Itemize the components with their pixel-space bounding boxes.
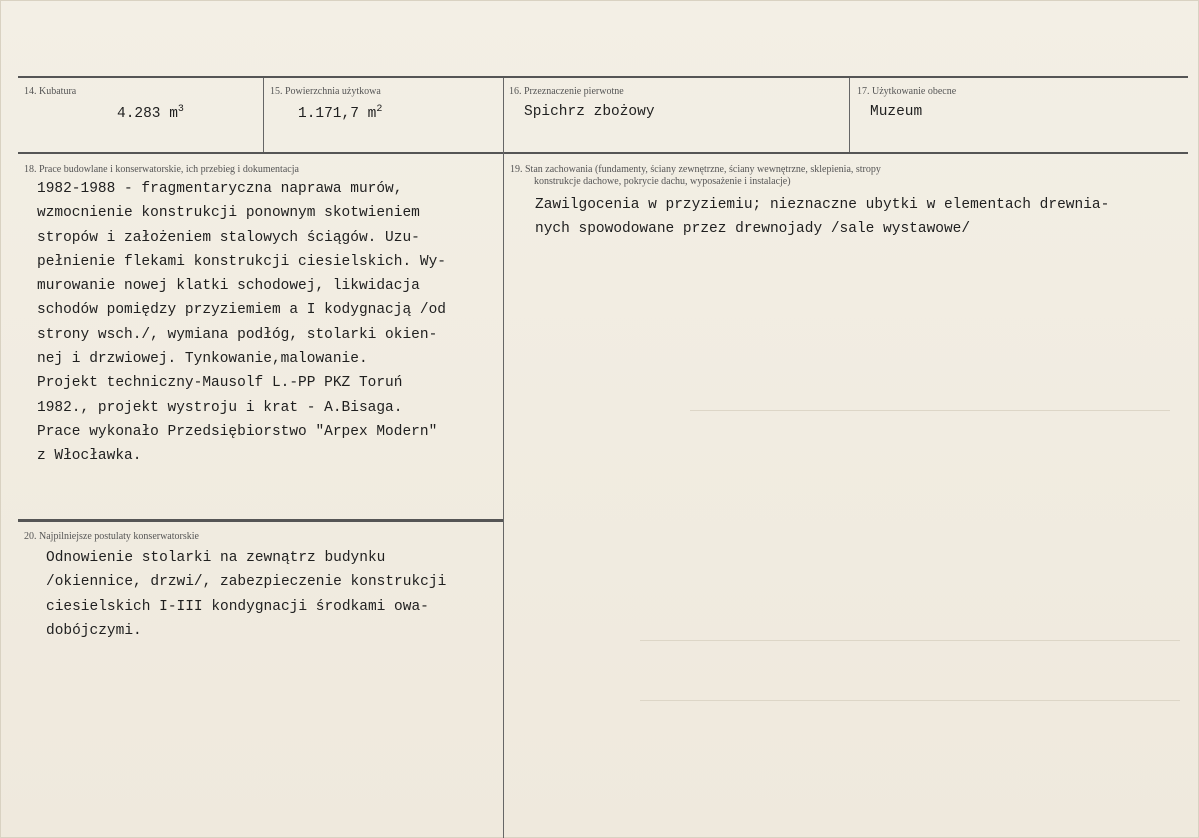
show-through-line <box>690 410 1170 411</box>
text-line: Prace wykonało Przedsiębiorstwo "Arpex Modern" <box>37 423 438 440</box>
text-line: Zawilgocenia w przyziemiu; nieznaczne ubytki w elementach drewnia- <box>535 197 1110 213</box>
section-divider <box>18 519 503 522</box>
field-16-value: Spichrz zbożowy <box>524 104 655 120</box>
field-14-label: 14. Kubatura <box>24 86 77 97</box>
field-16-label: 16. Przeznaczenie pierwotne <box>509 86 624 97</box>
show-through-line <box>640 700 1180 701</box>
show-through-line <box>640 640 1180 641</box>
text-line: nych spowodowane przez drewnojady /sale wystawowe/ <box>535 221 971 238</box>
field-18-text <box>37 177 446 469</box>
field-15-value <box>298 104 382 122</box>
col-divider <box>849 78 850 152</box>
field-17-value: Muzeum <box>870 104 923 120</box>
field-19-label: 19. Stan zachowania (fundamenty, ściany zewnętrzne, ściany wewnętrzne, sklepienia, stropy <box>510 164 881 175</box>
col-divider <box>503 78 504 838</box>
volume-value: 4.283 m <box>117 105 178 122</box>
row-divider <box>18 152 1188 154</box>
text-line: wzmocnienie konstrukcji ponownym skotwieniem <box>37 205 420 222</box>
text-line: ciesielskich I-III kondygnacji środkami owa- <box>46 598 429 615</box>
top-rule <box>18 76 1188 78</box>
field-15-label: 15. Powierzchnia użytkowa <box>270 86 381 97</box>
field-14-value <box>117 104 184 122</box>
field-18-label: 18. Prace budowlane i konserwatorskie, ich przebieg i dokumentacja <box>24 164 299 175</box>
col-divider <box>263 78 264 152</box>
text-line: schodów pomiędzy przyziemiem a I kodygnacją /od <box>37 302 446 319</box>
text-line: Projekt techniczny-Mausolf L.-PP PKZ Toruń <box>37 375 403 392</box>
text-line: dobójczymi. <box>46 622 142 639</box>
text-line: z Włocławka. <box>37 448 142 465</box>
text-line: strony wsch./, wymiana podłóg, stolarki okien- <box>37 326 438 343</box>
text-line: pełnienie flekami konstrukcji ciesielskich. Wy- <box>37 253 446 270</box>
field-17-label: 17. Użytkowanie obecne <box>857 86 957 97</box>
volume-unit-exponent: 3 <box>177 104 184 115</box>
area-unit-exponent: 2 <box>376 104 383 115</box>
text-line: nej i drzwiowej. Tynkowanie,malowanie. <box>37 351 368 368</box>
text-line: 1982., projekt wystroju i krat - A.Bisaga. <box>37 399 403 416</box>
text-line: Odnowienie stolarki na zewnątrz budynku <box>46 550 386 566</box>
field-20-label: 20. Najpilniejsze postulaty konserwatorskie <box>24 531 199 542</box>
text-line: /okiennice, drzwi/, zabezpieczenie konstrukcji <box>46 574 447 591</box>
area-value: 1.171,7 m <box>298 105 377 122</box>
text-line: murowanie nowej klatki schodowej, likwidacja <box>37 278 420 295</box>
field-19-label-cont: konstrukcje dachowe, pokrycie dachu, wyposażenie i instalacje) <box>534 176 791 187</box>
field-20-text <box>46 546 446 643</box>
text-line: 1982-1988 - fragmentaryczna naprawa murów, <box>37 181 403 197</box>
field-19-text <box>535 193 1109 242</box>
text-line: stropów i założeniem stalowych ściągów. Uzu- <box>37 229 420 246</box>
